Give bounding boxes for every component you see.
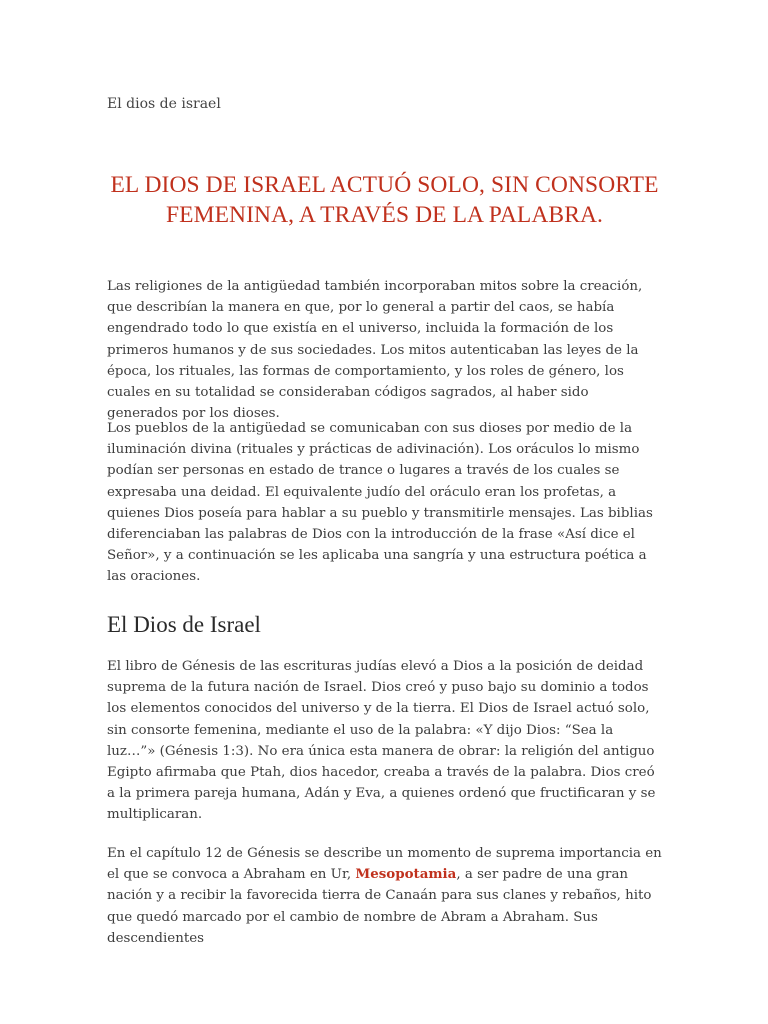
main-title: EL DIOS DE ISRAEL ACTUÓ SOLO, SIN CONSORTE FEMENINA, A TRAVÉS DE LA PALABRA. bbox=[110, 172, 659, 228]
paragraph-abraham-text-before: En el capítulo 12 de Génesis se describe un momento de suprema importancia en el que se convoca a Abraham en Ur, bbox=[107, 846, 662, 883]
paragraph-abraham-text-after: , a ser padre de una gran nación y a recibir la favorecida tierra de Canaán para sus clanes y rebaños, hito que quedó marcado por el cambio de nombre de Abram a Abraham. Sus descendientes bbox=[107, 867, 652, 946]
mesopotamia-link[interactable]: Mesopotamia bbox=[355, 866, 457, 883]
paragraph-divine-communication: Los pueblos de la antigüedad se comunicaban con sus dioses por medio de la iluminación divina (rituales y prácticas de adivinación). Los oráculos lo mismo podían ser personas en estado de trance o lugares a través de los cuales se expresaba una deidad. El equivalente judío del oráculo eran los profetas, a quienes Dios poseía para hablar a su pueblo y transmitirle mensajes. Las biblias diferenciaban las palabras de Dios con la introducción de la frase «Así dice el Señor», y a continuación se les aplicaba una sangría y una estructura poética a las oraciones. bbox=[107, 421, 653, 585]
paragraph-creation-myths: Las religiones de la antigüedad también incorporaban mitos sobre la creación, que describían la manera en que, por lo general a partir del caos, se había engendrado todo lo que existía en el universo, incluida la formación de los primeros humanos y de sus sociedades. Los mitos autenticaban las leyes de la época, los rituales, las formas de comportamiento, y los roles de género, los cuales en su totalidad se consideraban códigos sagrados, al haber sido generados por los dioses. bbox=[107, 279, 643, 422]
section-heading: El Dios de Israel bbox=[107, 612, 261, 637]
paragraph-genesis: El libro de Génesis de las escrituras judías elevó a Dios a la posición de deidad suprema de la futura nación de Israel. Dios creó y puso bajo su dominio a todos los elementos conocidos del universo y de la tierra. El Dios de Israel actuó solo, sin consorte femenina, mediante el uso de la palabra: «Y dijo Dios: “Sea la luz…”» (Génesis 1:3). No era única esta manera de obrar: la religión del antiguo Egipto afirmaba que Ptah, dios hacedor, creaba a través de la palabra. Dios creó a la primera pareja humana, Adán y Eva, a quienes ordenó que fructificaran y se multiplicaran. bbox=[107, 659, 656, 823]
paragraph-abraham bbox=[107, 843, 662, 949]
document-label: El dios de israel bbox=[107, 96, 221, 112]
